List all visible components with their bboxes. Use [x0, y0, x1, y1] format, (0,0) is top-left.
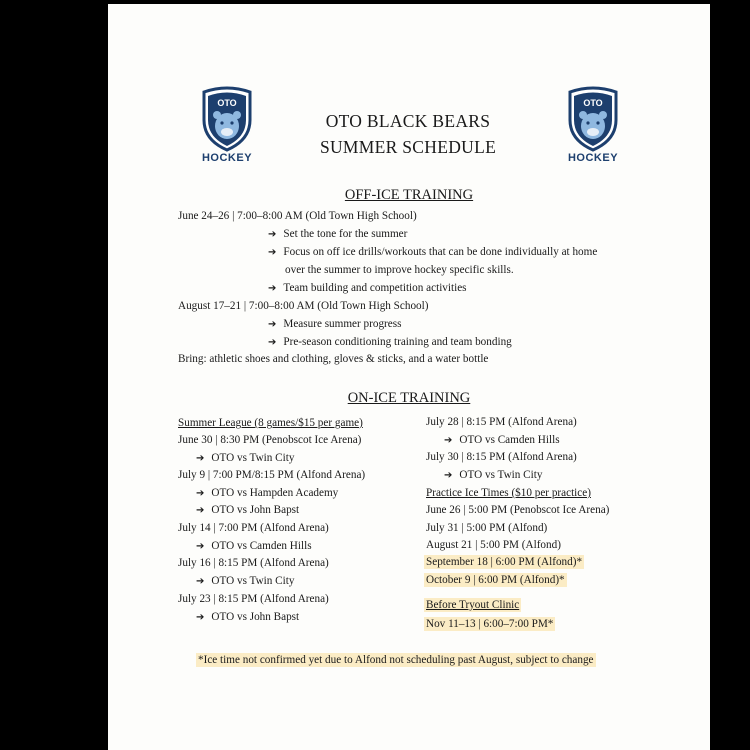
arrow-icon: ➔	[444, 470, 453, 481]
on-ice-heading: ON-ICE TRAINING	[347, 390, 471, 406]
practice-date-unconfirmed: September 18 | 6:00 PM (Alfond)*	[426, 556, 583, 568]
arrow-icon: ➔	[268, 247, 277, 258]
arrow-icon: ➔	[196, 505, 205, 516]
practice-date-unconfirmed: October 9 | 6:00 PM (Alfond)*	[426, 574, 565, 586]
off-ice-bullet: ➔ Team building and competition activities	[268, 282, 467, 294]
game-matchup: ➔ OTO vs Camden Hills	[444, 434, 560, 446]
logo-hockey-label: HOCKEY	[567, 152, 619, 164]
oto-hockey-logo-left	[196, 86, 258, 166]
game-matchup: ➔ OTO vs Twin City	[444, 469, 543, 481]
summer-league-heading: Summer League (8 games/$15 per game)	[178, 417, 363, 429]
arrow-icon: ➔	[268, 319, 277, 330]
footnote: *Ice time not confirmed yet due to Alfond not scheduling past August, subject to change	[198, 654, 594, 666]
off-ice-session-1: June 24–26 | 7:00–8:00 AM (Old Town High School)	[178, 210, 417, 222]
oto-hockey-logo-right	[562, 86, 624, 166]
arrow-icon: ➔	[196, 541, 205, 552]
practice-date: August 21 | 5:00 PM (Alfond)	[426, 539, 561, 551]
game-matchup: ➔ OTO vs John Bapst	[196, 611, 300, 623]
game-matchup: ➔ OTO vs Twin City	[196, 575, 295, 587]
title-line-2: SUMMER SCHEDULE	[319, 137, 497, 157]
title-line-1: OTO BLACK BEARS	[325, 111, 491, 131]
clinic-date: Nov 11–13 | 6:00–7:00 PM*	[426, 618, 554, 630]
svg-text:OTO: OTO	[583, 98, 603, 108]
game-matchup: ➔ OTO vs Camden Hills	[196, 540, 312, 552]
game-date: June 30 | 8:30 PM (Penobscot Ice Arena)	[178, 434, 362, 446]
arrow-icon: ➔	[196, 576, 205, 587]
off-ice-bullet: ➔ Set the tone for the summer	[268, 228, 408, 240]
game-date: July 23 | 8:15 PM (Alfond Arena)	[178, 593, 329, 605]
page-title	[258, 108, 558, 160]
game-date: July 14 | 7:00 PM (Alfond Arena)	[178, 522, 329, 534]
game-matchup: ➔ OTO vs Twin City	[196, 452, 295, 464]
off-ice-bullet: ➔ Measure summer progress	[268, 318, 402, 330]
arrow-icon: ➔	[196, 612, 205, 623]
arrow-icon: ➔	[196, 453, 205, 464]
game-date: July 28 | 8:15 PM (Alfond Arena)	[426, 416, 577, 428]
logo-hockey-label: HOCKEY	[201, 152, 253, 164]
off-ice-heading: OFF-ICE TRAINING	[344, 187, 474, 203]
off-ice-session-2: August 17–21 | 7:00–8:00 AM (Old Town High School)	[178, 300, 429, 312]
arrow-icon: ➔	[268, 229, 277, 240]
game-date: July 16 | 8:15 PM (Alfond Arena)	[178, 557, 329, 569]
game-matchup: ➔ OTO vs John Bapst	[196, 504, 300, 516]
practice-date: June 26 | 5:00 PM (Penobscot Ice Arena)	[426, 504, 610, 516]
clinic-heading: Before Tryout Clinic	[426, 599, 520, 611]
bring-note: Bring: athletic shoes and clothing, gloves & sticks, and a water bottle	[178, 353, 489, 365]
arrow-icon: ➔	[268, 283, 277, 294]
practice-heading: Practice Ice Times ($10 per practice)	[426, 487, 591, 499]
off-ice-bullet-cont: over the summer to improve hockey specific skills.	[285, 264, 514, 276]
arrow-icon: ➔	[444, 435, 453, 446]
game-date: July 30 | 8:15 PM (Alfond Arena)	[426, 451, 577, 463]
schedule-page	[108, 4, 710, 750]
arrow-icon: ➔	[196, 488, 205, 499]
arrow-icon: ➔	[268, 337, 277, 348]
off-ice-bullet: ➔ Focus on off ice drills/workouts that can be done individually at home	[268, 246, 598, 258]
svg-text:OTO: OTO	[217, 98, 237, 108]
off-ice-bullet: ➔ Pre-season conditioning training and team bonding	[268, 336, 512, 348]
game-date: July 9 | 7:00 PM/8:15 PM (Alfond Arena)	[178, 469, 366, 481]
practice-date: July 31 | 5:00 PM (Alfond)	[426, 522, 548, 534]
game-matchup: ➔ OTO vs Hampden Academy	[196, 487, 339, 499]
